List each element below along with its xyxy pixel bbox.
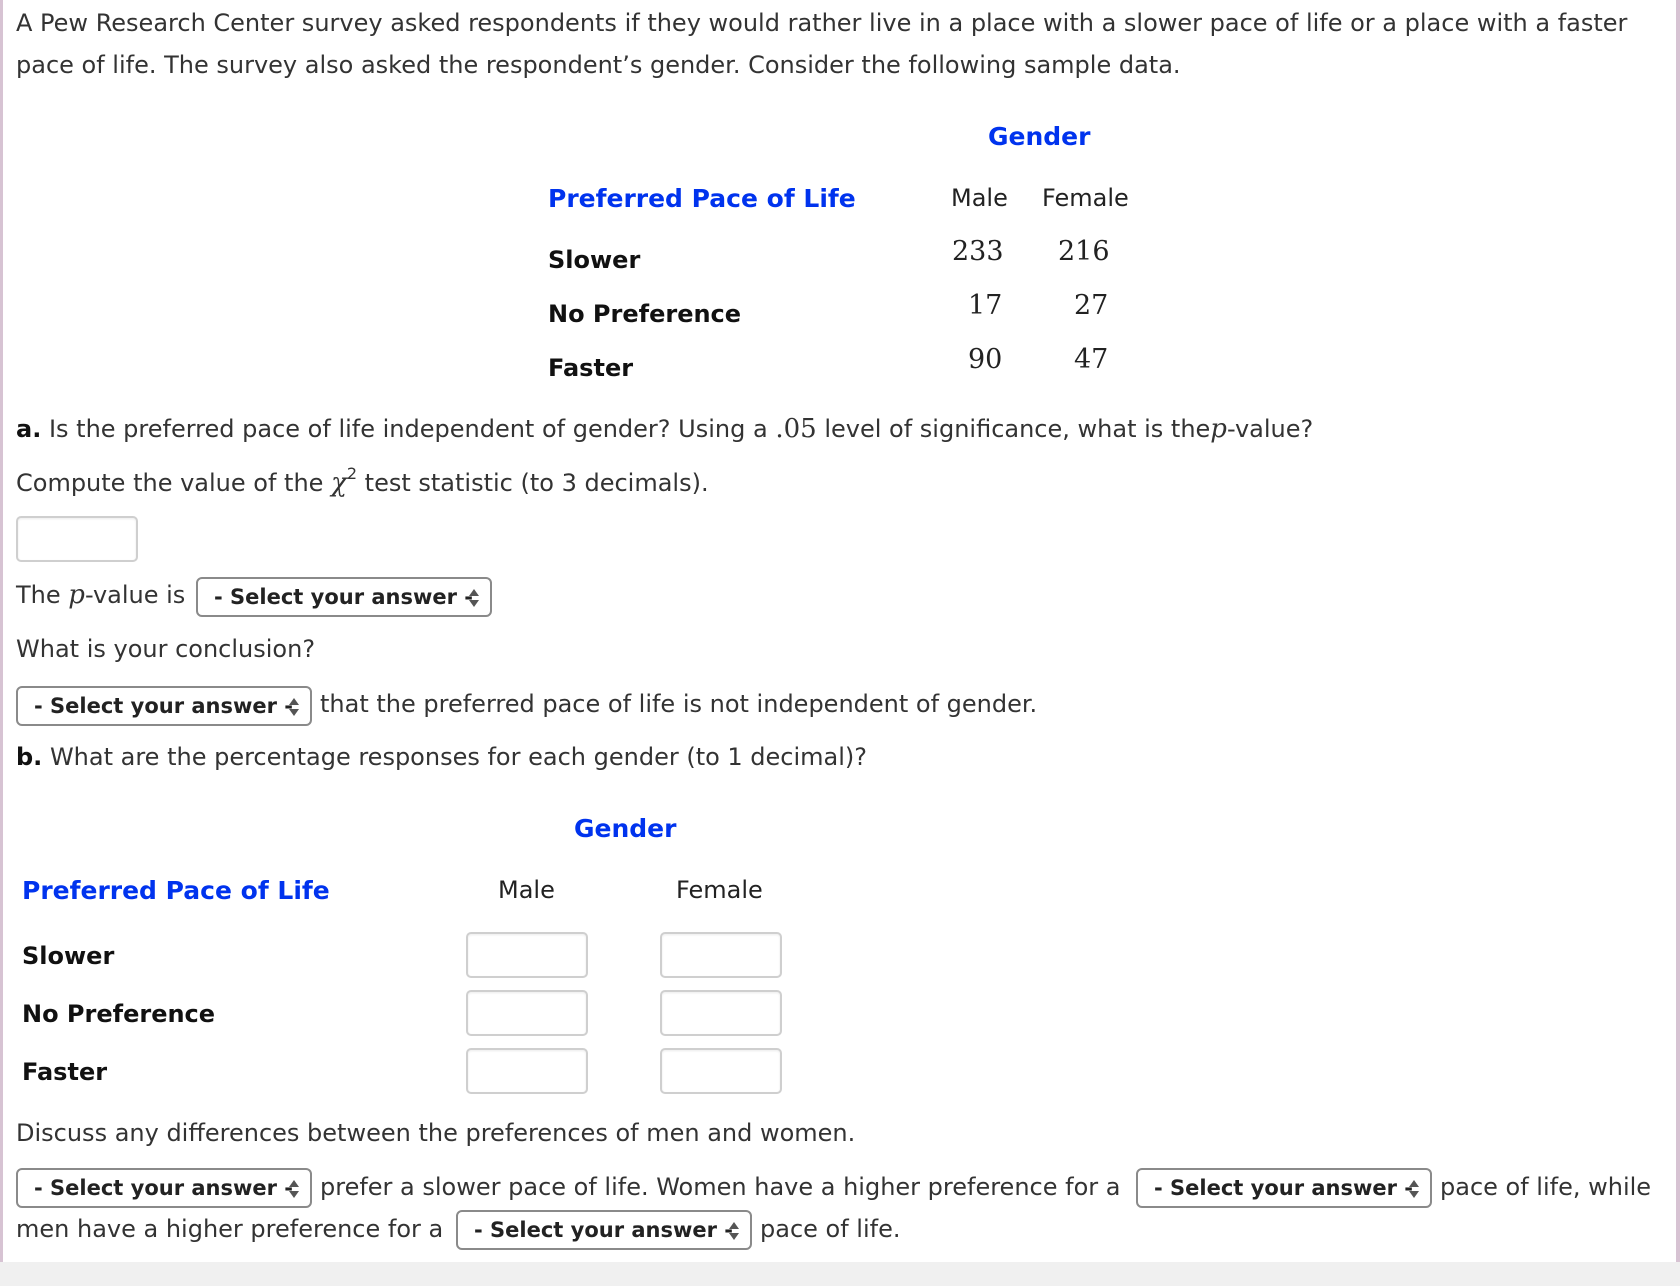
women-preference-select[interactable] [1136,1168,1432,1208]
percent-col-female: Female [676,876,763,904]
sample-row-label: Slower [548,246,641,274]
sample-gender-header: Gender [988,122,1091,151]
part-b-question [16,742,867,772]
updown-arrow-icon [728,1220,740,1242]
women-preference-select-text: - Select your answer - [1154,1176,1414,1200]
right-border [1676,0,1680,1286]
sample-row-header: Preferred Pace of Life [548,184,856,213]
discuss-sentence-part3: men have a higher preference for a [16,1215,444,1243]
pvalue-suffix: -value is [84,581,186,609]
updown-arrow-icon [288,1178,300,1200]
female-faster-input[interactable] [660,1048,782,1094]
male-no-preference-input[interactable] [466,990,588,1036]
sample-cell-female: 27 [1074,290,1109,321]
updown-arrow-icon [288,696,300,718]
percent-col-male: Male [498,876,555,904]
p-symbol: p [1210,414,1227,444]
discuss-sentence-part1: prefer a slower pace of life. Women have a higher preference for a [320,1173,1121,1201]
conclusion-suffix: that the preferred pace of life is not independent of gender. [320,690,1038,718]
percent-row-label: Faster [22,1058,108,1086]
slower-group-select[interactable] [16,1168,312,1208]
conclusion-select-text: - Select your answer - [34,694,294,718]
pvalue-select[interactable] [196,577,492,617]
discuss-sentence-part2: pace of life, while [1440,1173,1652,1201]
part-b-question-text: What are the percentage responses for each gender (to 1 decimal)? [49,743,868,771]
male-faster-input[interactable] [466,1048,588,1094]
chi-symbol: χ [331,468,347,498]
conclusion-question: What is your conclusion? [16,635,316,663]
men-preference-select[interactable] [456,1210,752,1250]
discuss-sentence-part4: pace of life. [760,1215,901,1243]
part-a-question-start: Is the preferred pace of life independent of gender? Using a [48,415,768,443]
sample-row-label: No Preference [548,300,742,328]
pvalue-label [16,580,185,610]
significance-value: .05 [775,414,817,444]
sample-cell-male: 17 [968,290,1003,321]
percent-row-label: No Preference [22,1000,216,1028]
part-a-question-mid: level of significance, what is the [824,415,1211,443]
pvalue-select-text: - Select your answer - [214,585,474,609]
sample-col-female: Female [1042,184,1129,212]
compute-end: test statistic (to 3 decimals). [364,469,709,497]
updown-arrow-icon [1408,1178,1420,1200]
intro-line-2: pace of life. The survey also asked the respondent’s gender. Consider the following sample data. [16,51,1181,79]
sample-col-male: Male [951,184,1008,212]
conclusion-select[interactable] [16,686,312,726]
sample-row-label: Faster [548,354,634,382]
slower-group-select-text: - Select your answer - [34,1176,294,1200]
part-b-label: b. [16,743,43,771]
men-preference-select-text: - Select your answer - [474,1218,734,1242]
part-a-label: a. [16,415,42,443]
sample-cell-male: 233 [952,236,1004,267]
part-a-question [16,414,1313,444]
part-a-question-end: -value? [1226,415,1314,443]
discuss-prompt: Discuss any differences between the preferences of men and women. [16,1119,856,1147]
female-no-preference-input[interactable] [660,990,782,1036]
pvalue-prefix: The [16,581,61,609]
left-border [0,0,3,1286]
p-symbol: p [68,580,85,610]
sample-cell-female: 216 [1058,236,1110,267]
compute-start: Compute the value of the [16,469,324,497]
female-slower-input[interactable] [660,932,782,978]
intro-line-1: A Pew Research Center survey asked respondents if they would rather live in a place with a slower pace of life or a place with a faster [16,9,1628,37]
sample-cell-male: 90 [968,344,1003,375]
percent-row-label: Slower [22,942,115,970]
chi-power: 2 [346,464,358,483]
updown-arrow-icon [468,587,480,609]
percent-gender-header: Gender [574,814,677,843]
bottom-band [0,1262,1680,1286]
chi-square-input[interactable] [16,516,138,562]
male-slower-input[interactable] [466,932,588,978]
sample-cell-female: 47 [1074,344,1109,375]
percent-row-header: Preferred Pace of Life [22,876,330,905]
compute-statistic-text [16,464,709,501]
